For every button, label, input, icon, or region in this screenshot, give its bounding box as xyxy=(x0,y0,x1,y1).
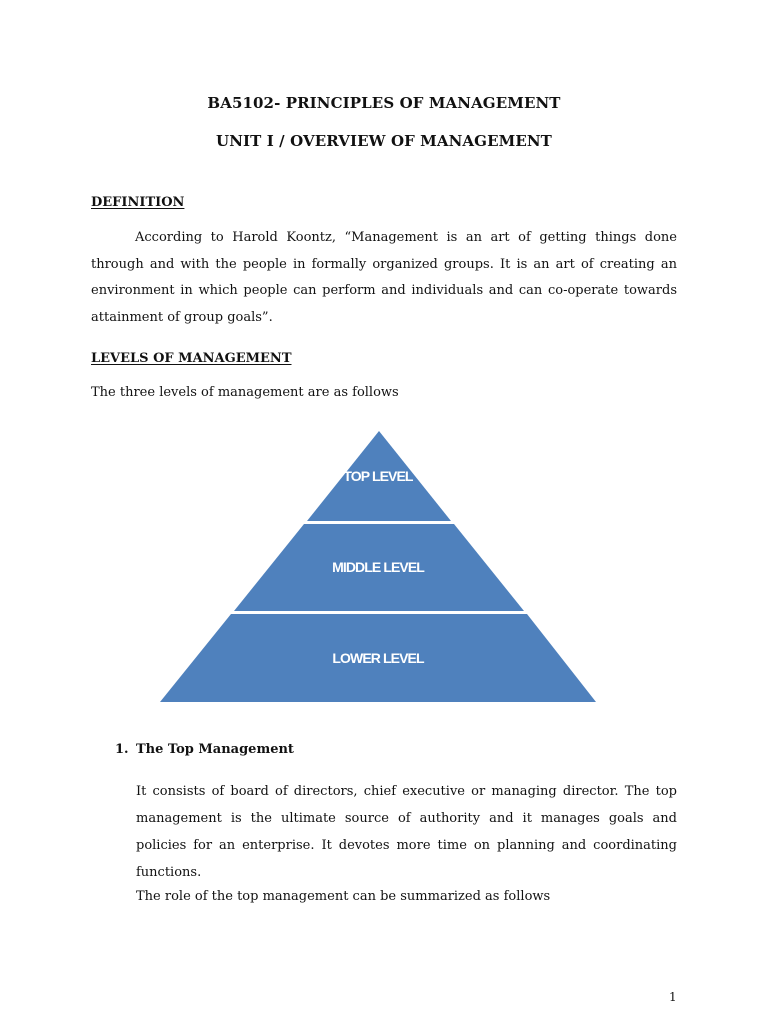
top-management-paragraph: It consists of board of directors, chief executive or managing director. The top management is the ultimate source of authority and it manages goals and policies for an enterprise. It devotes more time on planning and coordinating functions. xyxy=(136,784,677,880)
unit-title: UNIT I / OVERVIEW OF MANAGEMENT xyxy=(216,132,552,150)
management-levels-pyramid xyxy=(156,428,602,706)
course-title: BA5102- PRINCIPLES OF MANAGEMENT xyxy=(207,94,561,112)
page-number: 1 xyxy=(669,990,677,1004)
top-management-title: The Top Management xyxy=(136,742,294,757)
top-management-heading xyxy=(115,742,294,757)
pyramid-label-middle: MIDDLE LEVEL xyxy=(332,559,424,575)
pyramid-label-lower: LOWER LEVEL xyxy=(332,650,424,666)
pyramid-label-top: TOP LEVEL xyxy=(343,468,413,484)
top-management-role-intro: The role of the top management can be summarized as follows xyxy=(136,889,551,904)
definition-heading: DEFINITION xyxy=(91,195,185,210)
levels-heading: LEVELS OF MANAGEMENT xyxy=(91,351,292,366)
list-number: 1. xyxy=(115,742,129,757)
definition-text: According to Harold Koontz, “Management is an art of getting things done through and with the people in formally organized groups. It is an art of creating an environment in which people can perform and individuals and can co-operate towards attainment of group goals”. xyxy=(91,230,677,325)
levels-intro: The three levels of management are as follows xyxy=(91,385,399,400)
definition-paragraph xyxy=(91,225,677,331)
